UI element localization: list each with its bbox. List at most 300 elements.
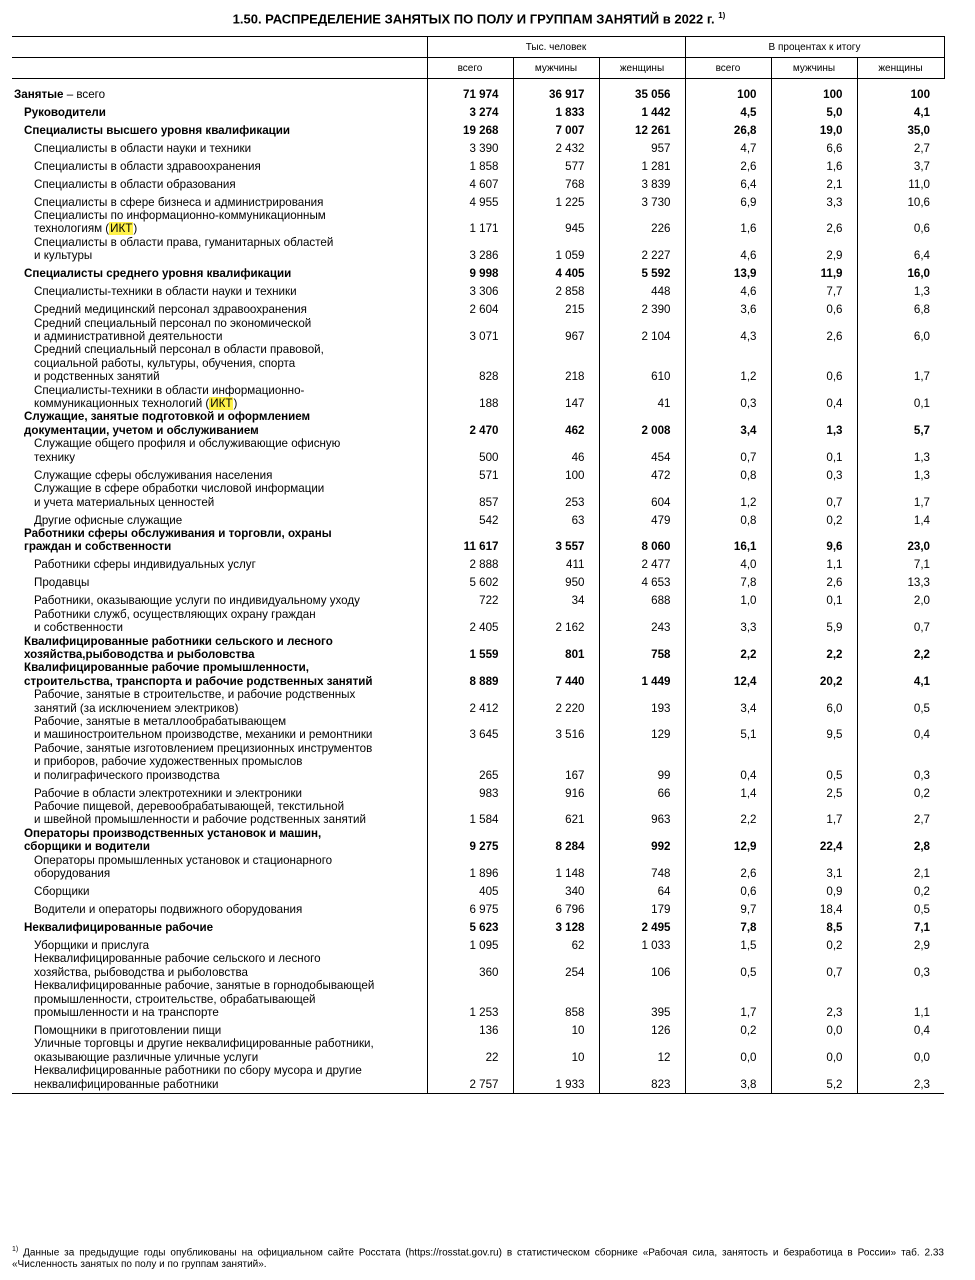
cell-men: 46 (513, 437, 599, 464)
cell-total-percent: 4,3 (685, 317, 771, 344)
row-label-line: Другие офисные служащие (34, 513, 183, 527)
row-label-line: ) (133, 222, 138, 236)
cell-total: 1 559 (427, 635, 513, 662)
cell-total: 2 412 (427, 688, 513, 715)
cell-men-percent: 0,2 (771, 509, 857, 527)
cell-total-percent: 1,5 (685, 934, 771, 952)
table-row-group (12, 263, 944, 281)
table-row-group (12, 527, 944, 554)
cell-total-percent: 4,6 (685, 236, 771, 263)
table-row (12, 191, 944, 209)
table-row (12, 1064, 944, 1093)
header-col-men-percent: мужчины (771, 58, 857, 79)
cell-total-percent: 13,9 (685, 263, 771, 281)
cell-women: 454 (599, 437, 685, 464)
cell-men-percent: 6,6 (771, 137, 857, 155)
cell-women-percent: 1,4 (857, 509, 944, 527)
cell-men-percent: 0,1 (771, 437, 857, 464)
cell-total: 3 645 (427, 715, 513, 742)
cell-women-percent: 23,0 (857, 527, 944, 554)
header-corner-lower (12, 58, 427, 79)
table-header (12, 37, 944, 79)
cell-total-percent: 0,8 (685, 509, 771, 527)
cell-women: 448 (599, 281, 685, 299)
row-label (12, 800, 427, 827)
cell-women: 179 (599, 898, 685, 916)
title-footnote-mark: 1) (718, 11, 726, 20)
cell-men-percent: 2,3 (771, 979, 857, 1019)
header-corner (12, 37, 427, 58)
row-label (12, 572, 427, 590)
cell-men-percent: 7,7 (771, 281, 857, 299)
cell-total-percent: 4,0 (685, 554, 771, 572)
row-label (12, 209, 427, 236)
cell-total: 983 (427, 782, 513, 800)
cell-men: 2 220 (513, 688, 599, 715)
cell-men: 2 432 (513, 137, 599, 155)
row-label-line: Неквалифицированные рабочие, занятые в горнодобывающей (34, 979, 375, 993)
table-row (12, 554, 944, 572)
table-row-group (12, 635, 944, 662)
total-label-rest: – всего (63, 87, 106, 101)
row-label (12, 509, 427, 527)
table-row (12, 979, 944, 1019)
header-col-total: всего (427, 58, 513, 79)
highlighted-term: ИКТ (210, 397, 233, 411)
cell-women: 992 (599, 827, 685, 854)
row-label-line: Специалисты в области образования (34, 177, 236, 191)
header-col-men: мужчины (513, 58, 599, 79)
cell-total: 542 (427, 509, 513, 527)
row-label (12, 263, 427, 281)
cell-total-percent: 6,9 (685, 191, 771, 209)
row-label-line: технологиям ( (34, 222, 110, 236)
cell-men: 4 405 (513, 263, 599, 281)
cell-men-percent: 1,7 (771, 800, 857, 827)
row-label-line: Рабочие, занятые в металлообрабатывающем (34, 714, 287, 728)
cell-total: 1 253 (427, 979, 513, 1019)
cell-men-percent: 2,6 (771, 209, 857, 236)
cell-women-percent: 5,7 (857, 410, 944, 437)
cell-women: 2 227 (599, 236, 685, 263)
cell-total: 2 604 (427, 299, 513, 317)
cell-men-percent: 0,1 (771, 590, 857, 608)
cell-women: 12 261 (599, 119, 685, 137)
cell-men: 34 (513, 590, 599, 608)
cell-total: 2 757 (427, 1064, 513, 1093)
row-label-line: Специалисты среднего уровня квалификации (24, 267, 292, 281)
table-row (12, 137, 944, 155)
cell-total: 5 602 (427, 572, 513, 590)
table-row (12, 854, 944, 881)
cell-women: 3 730 (599, 191, 685, 209)
cell-total-percent: 3,4 (685, 688, 771, 715)
cell-women-percent: 2,2 (857, 635, 944, 662)
row-label (12, 715, 427, 742)
cell-total: 1 171 (427, 209, 513, 236)
cell-men-percent: 20,2 (771, 661, 857, 688)
cell-women-percent: 0,7 (857, 608, 944, 635)
row-label-line: и административной деятельности (34, 330, 223, 344)
cell-men-percent: 2,5 (771, 782, 857, 800)
cell-total-percent: 7,8 (685, 572, 771, 590)
row-label-line: Служащие в сфере обработки числовой информации (34, 482, 325, 496)
table-row-group (12, 119, 944, 137)
cell-women-percent: 13,3 (857, 572, 944, 590)
cell-total: 2 405 (427, 608, 513, 635)
cell-men-percent: 5,9 (771, 608, 857, 635)
row-label-line: Уборщики и прислуга (34, 939, 150, 953)
cell-total-percent: 4,5 (685, 101, 771, 119)
cell-total: 3 274 (427, 101, 513, 119)
cell-women-percent: 35,0 (857, 119, 944, 137)
cell-women: 1 442 (599, 101, 685, 119)
cell-men: 950 (513, 572, 599, 590)
cell-women-percent: 3,7 (857, 155, 944, 173)
cell-men: 945 (513, 209, 599, 236)
footnote-text: Данные за предыдущие годы опубликованы на официальном сайте Росстата (https://rosstat.gov.ru) в статистическом сборнике «Рабочая сила, занятость и безработица в России» таб. 2.33 «Численность занятых по полу и по группам занятий». (12, 1247, 944, 1271)
table-row (12, 934, 944, 952)
row-label-line: Средний специальный персонал по экономической (34, 316, 312, 330)
cell-men: 6 796 (513, 898, 599, 916)
row-label-line: Неквалифицированные рабочие сельского и лесного (34, 952, 321, 966)
row-label-line: Помощники в приготовлении пищи (34, 1024, 222, 1038)
row-label-line: Работники сферы обслуживания и торговли, охраны (24, 526, 332, 540)
row-label-line: Специалисты в области науки и техники (34, 141, 252, 155)
table-row (12, 482, 944, 509)
cell-women-percent: 1,7 (857, 482, 944, 509)
cell-women-percent: 2,3 (857, 1064, 944, 1093)
cell-total-percent: 1,2 (685, 343, 771, 383)
document-page (12, 0, 946, 1280)
row-label (12, 635, 427, 662)
row-label (12, 1019, 427, 1037)
row-label-line: Руководители (24, 105, 106, 119)
cell-men: 1 148 (513, 854, 599, 881)
cell-women-percent: 6,8 (857, 299, 944, 317)
cell-men-percent: 2,6 (771, 572, 857, 590)
row-label-line: Работники служб, осуществляющих охрану граждан (34, 607, 316, 621)
row-label-line: неквалифицированные работники (34, 1077, 219, 1091)
row-label (12, 916, 427, 934)
row-label-line: Работники сферы индивидуальных услуг (34, 558, 256, 572)
cell-total: 4 955 (427, 191, 513, 209)
cell-women-percent: 4,1 (857, 101, 944, 119)
cell-women: 2 390 (599, 299, 685, 317)
cell-total-percent: 0,8 (685, 464, 771, 482)
cell-men-percent: 0,7 (771, 952, 857, 979)
cell-total-percent: 0,0 (685, 1037, 771, 1064)
row-label-line: и культуры (34, 249, 93, 263)
cell-men: 3 516 (513, 715, 599, 742)
cell-men-percent: 3,1 (771, 854, 857, 881)
cell-women: 1 281 (599, 155, 685, 173)
cell-men: 7 440 (513, 661, 599, 688)
cell-men: 10 (513, 1037, 599, 1064)
cell-total-percent: 1,4 (685, 782, 771, 800)
row-label (12, 299, 427, 317)
cell-women: 243 (599, 608, 685, 635)
row-label (12, 527, 427, 554)
cell-men: 340 (513, 880, 599, 898)
row-label-line: документации, учетом и обслуживанием (24, 423, 259, 437)
employment-table (12, 36, 945, 1094)
cell-women: 41 (599, 384, 685, 411)
cell-men-percent: 2,1 (771, 173, 857, 191)
cell-men: 916 (513, 782, 599, 800)
row-label-line: Уличные торговцы и другие неквалифицированные работники, (34, 1037, 374, 1051)
cell-men-percent: 2,2 (771, 635, 857, 662)
cell-total-percent: 16,1 (685, 527, 771, 554)
row-label-line: Квалифицированные рабочие промышленности, (24, 661, 309, 675)
table-row (12, 317, 944, 344)
cell-women-percent: 0,5 (857, 688, 944, 715)
table-row (12, 281, 944, 299)
cell-men: 1 225 (513, 191, 599, 209)
cell-men: 218 (513, 343, 599, 383)
row-label-line: сборщики и водители (24, 840, 151, 854)
table-row-group (12, 410, 944, 437)
cell-men-percent: 18,4 (771, 898, 857, 916)
row-label-line: Специалисты высшего уровня квалификации (24, 123, 291, 137)
row-label-line: Служащие сферы обслуживания населения (34, 468, 273, 482)
cell-total-percent: 0,3 (685, 384, 771, 411)
table-title-text: 1.50. РАСПРЕДЕЛЕНИЕ ЗАНЯТЫХ ПО ПОЛУ И ГРУППАМ ЗАНЯТИЙ в 2022 г. (232, 11, 715, 27)
cell-total-percent: 2,2 (685, 635, 771, 662)
cell-total: 4 607 (427, 173, 513, 191)
cell-women: 99 (599, 742, 685, 782)
cell-total-percent: 0,6 (685, 880, 771, 898)
row-label-line: оказывающие различные уличные услуги (34, 1050, 259, 1064)
table-row (12, 384, 944, 411)
cell-men-percent: 0,2 (771, 934, 857, 952)
cell-total-percent: 9,7 (685, 898, 771, 916)
cell-women: 758 (599, 635, 685, 662)
cell-men: 63 (513, 509, 599, 527)
row-label (12, 608, 427, 635)
cell-total: 857 (427, 482, 513, 509)
row-label (12, 898, 427, 916)
table-row (12, 343, 944, 383)
cell-men-percent: 1,1 (771, 554, 857, 572)
row-label (12, 410, 427, 437)
cell-men: 147 (513, 384, 599, 411)
cell-women: 610 (599, 343, 685, 383)
total-label-bold: Занятые (14, 87, 64, 101)
row-label-line: Специалисты в области здравоохранения (34, 159, 261, 173)
cell-men-percent: 1,6 (771, 155, 857, 173)
cell-women: 2 008 (599, 410, 685, 437)
row-label (12, 1064, 427, 1093)
cell-women-percent: 2,7 (857, 137, 944, 155)
row-label-line: социальной работы, культуры, обучения, спорта (34, 356, 296, 370)
cell-women: 3 839 (599, 173, 685, 191)
row-label-line: Специалисты-техники в области науки и техники (34, 285, 297, 299)
cell-total: 265 (427, 742, 513, 782)
cell-total: 1 896 (427, 854, 513, 881)
cell-men: 100 (513, 464, 599, 482)
cell-women-percent: 1,3 (857, 464, 944, 482)
row-label (12, 281, 427, 299)
cell-total: 9 998 (427, 263, 513, 281)
table-row (12, 1019, 944, 1037)
cell-women-percent: 2,7 (857, 800, 944, 827)
cell-women-percent: 4,1 (857, 661, 944, 688)
cell-women: 8 060 (599, 527, 685, 554)
cell-women: 226 (599, 209, 685, 236)
cell-total: 8 889 (427, 661, 513, 688)
table-row (12, 590, 944, 608)
cell-women: 748 (599, 854, 685, 881)
cell-women: 2 495 (599, 916, 685, 934)
cell-men-percent: 100 (771, 79, 857, 102)
cell-total-percent: 2,6 (685, 854, 771, 881)
cell-men: 858 (513, 979, 599, 1019)
cell-men: 62 (513, 934, 599, 952)
table-body (12, 79, 944, 1094)
cell-women: 4 653 (599, 572, 685, 590)
table-title (12, 11, 946, 26)
cell-women: 1 033 (599, 934, 685, 952)
row-label-line: и машиностроительном производстве, механики и ремонтники (34, 728, 373, 742)
cell-men-percent: 9,5 (771, 715, 857, 742)
cell-women-percent: 6,4 (857, 236, 944, 263)
row-label (12, 119, 427, 137)
row-label-line: и швейной промышленности и рабочие родственных занятий (34, 813, 367, 827)
cell-total: 3 306 (427, 281, 513, 299)
cell-total-percent: 1,6 (685, 209, 771, 236)
cell-total: 405 (427, 880, 513, 898)
cell-men-percent: 9,6 (771, 527, 857, 554)
table-row (12, 688, 944, 715)
cell-women: 479 (599, 509, 685, 527)
cell-women-percent: 0,4 (857, 1019, 944, 1037)
cell-total: 6 975 (427, 898, 513, 916)
cell-women-percent: 1,7 (857, 343, 944, 383)
row-label-line: и учета материальных ценностей (34, 495, 215, 509)
cell-women: 395 (599, 979, 685, 1019)
cell-total: 1 095 (427, 934, 513, 952)
table-row (12, 299, 944, 317)
cell-total-percent: 4,6 (685, 281, 771, 299)
cell-total-percent: 1,2 (685, 482, 771, 509)
cell-total: 9 275 (427, 827, 513, 854)
row-label-line: Водители и операторы подвижного оборудования (34, 903, 303, 917)
row-label-line: и приборов, рабочие художественных промыслов (34, 755, 303, 769)
row-label (12, 137, 427, 155)
cell-men: 411 (513, 554, 599, 572)
cell-total: 5 623 (427, 916, 513, 934)
cell-total: 828 (427, 343, 513, 383)
cell-men: 1 933 (513, 1064, 599, 1093)
row-label-line: Сборщики (34, 885, 90, 899)
cell-total-percent: 3,8 (685, 1064, 771, 1093)
cell-men-percent: 6,0 (771, 688, 857, 715)
header-col-women: женщины (599, 58, 685, 79)
cell-total: 19 268 (427, 119, 513, 137)
cell-women-percent: 2,1 (857, 854, 944, 881)
cell-women-percent: 0,1 (857, 384, 944, 411)
cell-total: 188 (427, 384, 513, 411)
cell-women: 823 (599, 1064, 685, 1093)
row-label (12, 590, 427, 608)
cell-women-percent: 2,0 (857, 590, 944, 608)
cell-women: 957 (599, 137, 685, 155)
row-label-line: Неквалифицированные работники по сбору мусора и другие (34, 1064, 362, 1078)
cell-total-percent: 26,8 (685, 119, 771, 137)
cell-men: 2 858 (513, 281, 599, 299)
row-label (12, 79, 427, 102)
cell-total-percent: 12,9 (685, 827, 771, 854)
row-label-line: Служащие, занятые подготовкой и оформлением (24, 410, 311, 424)
cell-men: 1 833 (513, 101, 599, 119)
cell-total: 722 (427, 590, 513, 608)
row-label-line: Средний специальный персонал в области правовой, (34, 343, 324, 357)
cell-total: 2 470 (427, 410, 513, 437)
cell-women-percent: 0,5 (857, 898, 944, 916)
row-label-line: Операторы производственных установок и машин, (24, 826, 322, 840)
cell-total-percent: 100 (685, 79, 771, 102)
row-label-line: Рабочие, занятые изготовлением прецизионных инструментов (34, 741, 373, 755)
cell-men-percent: 0,6 (771, 343, 857, 383)
table-row (12, 236, 944, 263)
cell-men: 967 (513, 317, 599, 344)
table-row (12, 173, 944, 191)
table-row-group (12, 916, 944, 934)
row-label-line: и родственных занятий (34, 370, 160, 384)
table-row (12, 952, 944, 979)
cell-men: 215 (513, 299, 599, 317)
row-label (12, 742, 427, 782)
cell-women: 106 (599, 952, 685, 979)
cell-women-percent: 0,2 (857, 782, 944, 800)
row-label (12, 880, 427, 898)
cell-men-percent: 2,6 (771, 317, 857, 344)
cell-women: 963 (599, 800, 685, 827)
table-row (12, 155, 944, 173)
cell-women-percent: 0,3 (857, 952, 944, 979)
table-row-group (12, 661, 944, 688)
row-label-line: Рабочие в области электротехники и электроники (34, 786, 303, 800)
cell-total: 22 (427, 1037, 513, 1064)
cell-men: 7 007 (513, 119, 599, 137)
cell-women-percent: 0,4 (857, 715, 944, 742)
row-label-line: и собственности (34, 621, 124, 635)
cell-men-percent: 5,0 (771, 101, 857, 119)
cell-total: 3 286 (427, 236, 513, 263)
cell-women-percent: 2,8 (857, 827, 944, 854)
row-label-line: Специалисты по информационно-коммуникационным (34, 209, 326, 222)
cell-men-percent: 0,5 (771, 742, 857, 782)
cell-total-percent: 6,4 (685, 173, 771, 191)
row-label-line: коммуникационных технологий ( (34, 397, 210, 411)
cell-men-percent: 0,0 (771, 1019, 857, 1037)
row-label (12, 464, 427, 482)
row-label-line: Операторы промышленных установок и стационарного (34, 853, 333, 867)
table-row (12, 608, 944, 635)
table-row-group (12, 827, 944, 854)
cell-total-percent: 0,4 (685, 742, 771, 782)
cell-total-percent: 0,7 (685, 437, 771, 464)
cell-men-percent: 0,9 (771, 880, 857, 898)
cell-women-percent: 0,6 (857, 209, 944, 236)
cell-women-percent: 0,0 (857, 1037, 944, 1064)
row-label-line: Специалисты в сфере бизнеса и администрирования (34, 195, 324, 209)
table-row (12, 782, 944, 800)
cell-men: 167 (513, 742, 599, 782)
row-label-line: оборудования (34, 867, 111, 881)
row-label (12, 854, 427, 881)
